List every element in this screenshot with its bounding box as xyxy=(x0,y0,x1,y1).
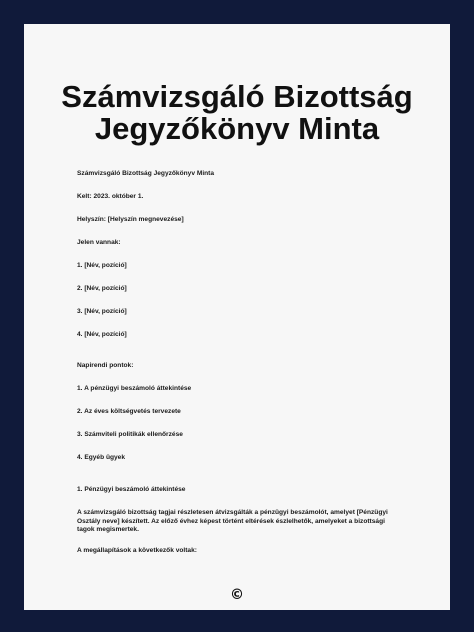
attendee-item: 1. [Név, pozíció] xyxy=(77,262,127,269)
copyright-icon: © xyxy=(230,587,244,603)
attendee-item: 2. [Név, pozíció] xyxy=(77,285,127,292)
document-heading: Számvizsgáló Bizottság Jegyzőkönyv Minta xyxy=(77,170,215,177)
title-line-2: Jegyzőkönyv Minta xyxy=(94,111,380,146)
section-paragraph: A számvizsgáló bizottság tagjai részletesen átvizsgálták a pénzügyi beszámolót, amelyet [Pénzügyi Osztály neve] készített. Az előző évhez képest történt eltérések észlelhetők, amelyeket a bizottsági tagok megismertek. xyxy=(77,509,388,533)
attendee-item: 3. [Név, pozíció] xyxy=(77,308,127,315)
agenda-item: 3. Számviteli politikák ellenőrzése xyxy=(77,431,183,438)
findings-label: A megállapítások a következők voltak: xyxy=(77,547,197,554)
agenda-item: 1. A pénzügyi beszámoló áttekintése xyxy=(77,385,192,392)
location-line: Helyszín: [Helyszín megnevezése] xyxy=(77,216,184,223)
attendee-item: 4. [Név, pozíció] xyxy=(77,331,127,338)
agenda-item: 4. Egyéb ügyek xyxy=(77,454,126,461)
document-page xyxy=(24,24,450,610)
present-label: Jelen vannak: xyxy=(77,239,121,246)
agenda-label: Napirendi pontok: xyxy=(77,362,134,369)
title-line-1: Számvizsgáló Bizottság xyxy=(61,79,413,114)
date-line: Kelt: 2023. október 1. xyxy=(77,193,144,200)
agenda-item: 2. Az éves költségvetés tervezete xyxy=(77,408,181,415)
document-title xyxy=(24,81,450,145)
section-heading: 1. Pénzügyi beszámoló áttekintése xyxy=(77,486,186,493)
